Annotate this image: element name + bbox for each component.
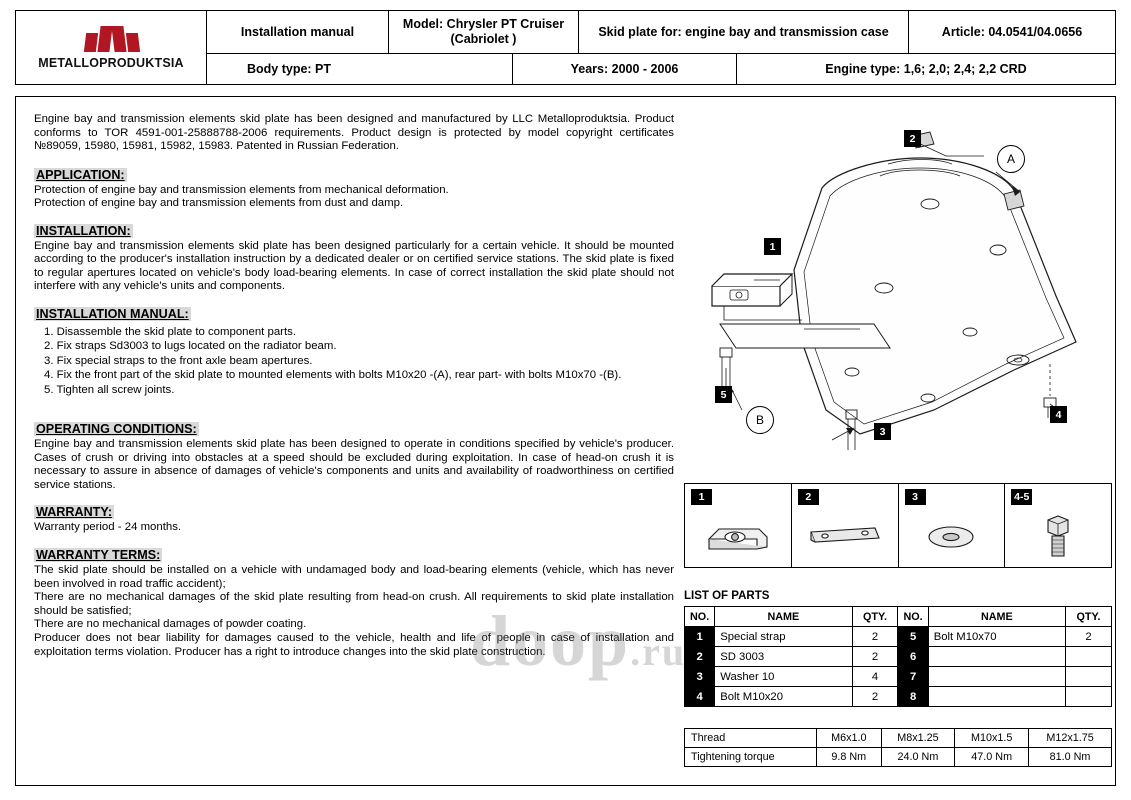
sd3003-strap-icon xyxy=(792,510,898,563)
row-name: SD 3003 xyxy=(715,647,852,667)
row-qty: 2 xyxy=(852,647,898,667)
operating-conditions-title: OPERATING CONDITIONS: xyxy=(36,422,197,436)
row-name xyxy=(928,667,1065,687)
application-title: APPLICATION: xyxy=(36,167,125,182)
torque-value-row xyxy=(685,748,1112,767)
header-name-left: NAME xyxy=(715,607,852,627)
row-no: 6 xyxy=(898,647,928,667)
row-no: 8 xyxy=(898,687,928,707)
parts-icon-strip xyxy=(684,483,1112,568)
part-cell-1 xyxy=(685,484,792,567)
table-header-row xyxy=(685,607,1112,627)
row-qty: 4 xyxy=(852,667,898,687)
letter-label-a: A xyxy=(997,145,1025,173)
doc-title: Installation manual xyxy=(207,11,389,53)
warranty-terms-2: There are no mechanical damages of the skid plate resulting from head-on crush. All requirements to skid plate installation should be satisfied; xyxy=(34,591,674,617)
part-tag-3: 3 xyxy=(905,489,926,505)
header-no-left: NO. xyxy=(685,607,715,627)
intro-paragraph: Engine bay and transmission elements skid plate has been designed and manufactured by LLC Metalloproduktsia. Product conforms to TOR 4591-001-25888788-2006 requirements. Product design is protected by model copyright certificates №89059, 15980, 15981, 15982, 15983. Patented in Russian Federation. xyxy=(34,113,674,153)
tightening-torque-table xyxy=(684,728,1112,767)
row-qty xyxy=(1066,667,1112,687)
installation-text: Engine bay and transmission elements skid plate has been designed particularly for a certain vehicle. It should be mounted according to the producer's installation instruction by a dedicated dealer or on certified service stations. The skid plate is fixed to regular apertures located on vehicle's body load-bearing elements. In case of correct installation the skid plate should not interfere with any vehicle's units and components. xyxy=(34,239,674,293)
row-qty: 2 xyxy=(852,627,898,647)
operating-conditions-text: Engine bay and transmission elements skid plate has been designed to operate in conditions specified by vehicle's producer. Cases of crush or driving into obstacles at a speed should be excluded during exploitation. In case of head-on crush it is necessary to assure in absence of damages of vehicle's components and units and availability of roadworthiness on certified service stations. xyxy=(34,438,674,491)
row-name: Bolt M10x20 xyxy=(715,687,852,707)
row-no: 3 xyxy=(685,667,715,687)
row-no: 7 xyxy=(898,667,928,687)
step-2: 2. Fix straps Sd3003 to lugs located on the radiator beam. xyxy=(44,340,337,353)
warranty-title: WARRANTY: xyxy=(36,505,113,520)
part-tag-1: 1 xyxy=(691,489,712,505)
callout-3: 3 xyxy=(874,423,891,440)
document-header xyxy=(15,10,1116,85)
letter-label-b: B xyxy=(746,406,774,434)
part-tag-2: 2 xyxy=(798,489,819,505)
table-row xyxy=(685,627,1112,647)
thread-m6: M6x1.0 xyxy=(817,729,882,748)
engine-type-label: Engine type: 1,6; 2,0; 2,4; 2,2 CRD xyxy=(825,61,1027,76)
thread-m10: M10x1.5 xyxy=(955,729,1029,748)
watermark-main: doop xyxy=(470,601,631,681)
metalloproduktsia-logo-icon xyxy=(85,26,137,52)
skid-plate-label: Skid plate for: engine bay and transmission case xyxy=(579,11,909,53)
step-5: 5. Tighten all screw joints. xyxy=(44,383,175,396)
row-no: 5 xyxy=(898,627,928,647)
part-tag-4-5: 4-5 xyxy=(1011,489,1032,505)
step-4: 4. Fix the front part of the skid plate to mounted elements with bolts M10x20 -(A), rear part- with bolts M10x70 -(B). xyxy=(44,369,622,382)
text-column xyxy=(34,113,674,659)
model-cell xyxy=(389,11,579,53)
header-row-bottom xyxy=(207,54,1115,84)
header-no-right: NO. xyxy=(898,607,928,627)
installation-title: INSTALLATION: xyxy=(36,223,131,238)
application-line-1: Protection of engine bay and transmission elements from mechanical deformation. xyxy=(34,183,449,196)
torque-label: Tightening torque xyxy=(685,748,817,767)
brand-logo xyxy=(16,11,207,84)
callout-5: 5 xyxy=(715,386,732,403)
row-qty: 2 xyxy=(1066,627,1112,647)
years-label: Years: 2000 - 2006 xyxy=(513,54,737,84)
row-no: 2 xyxy=(685,647,715,667)
step-1: 1. Disassemble the skid plate to component parts. xyxy=(44,325,296,338)
header-row-top xyxy=(207,11,1115,54)
thread-m12: M12x1.75 xyxy=(1029,729,1112,748)
callout-4: 4 xyxy=(1050,406,1067,423)
torque-m12: 81.0 Nm xyxy=(1029,748,1112,767)
row-no: 4 xyxy=(685,687,715,707)
warranty-terms-3: There are no mechanical damages of powder coating. xyxy=(34,618,307,631)
header-name-right: NAME xyxy=(928,607,1065,627)
warranty-text: Warranty period - 24 months. xyxy=(34,521,182,534)
list-of-parts-table xyxy=(684,606,1112,707)
warranty-terms-4: Producer does not bear liability for damages caused to the vehicle, health and life of people in case of installation and exploitation terms violation. Producer has a right to introduce changes into the skid plate construction. xyxy=(34,631,674,658)
row-name: Bolt M10x70 xyxy=(928,627,1065,647)
callout-1: 1 xyxy=(764,238,781,255)
torque-m6: 9.8 Nm xyxy=(817,748,882,767)
model-label: Model: Chrysler PT Cruiser xyxy=(402,17,565,31)
part-cell-3 xyxy=(899,484,1006,567)
installation-manual-title: INSTALLATION MANUAL: xyxy=(36,306,189,321)
warranty-terms-1: The skid plate should be installed on a vehicle with undamaged body and load-bearing elements (vehicle, which has never been involved in road traffic accident); xyxy=(34,563,674,590)
part-cell-4-5 xyxy=(1005,484,1111,567)
header-qty-right: QTY. xyxy=(1066,607,1112,627)
row-no: 1 xyxy=(685,627,715,647)
watermark-suffix: .ru xyxy=(630,629,687,674)
table-row xyxy=(685,647,1112,667)
callout-2: 2 xyxy=(904,130,921,147)
article-label: Article: 04.0541/04.0656 xyxy=(941,24,1083,39)
part-cell-2 xyxy=(792,484,899,567)
torque-thread-row xyxy=(685,729,1112,748)
washer-icon xyxy=(899,510,1005,563)
bolt-icon xyxy=(1005,510,1111,563)
row-qty xyxy=(1066,647,1112,667)
installation-steps xyxy=(34,325,674,397)
torque-m8: 24.0 Nm xyxy=(881,748,955,767)
row-name xyxy=(928,647,1065,667)
table-row xyxy=(685,667,1112,687)
step-3: 3. Fix special straps to the front axle beam apertures. xyxy=(44,354,313,367)
header-qty-left: QTY. xyxy=(852,607,898,627)
table-row xyxy=(685,687,1112,707)
skid-plate-drawing xyxy=(684,110,1112,470)
warranty-terms-title: WARRANTY TERMS: xyxy=(36,547,161,562)
body-type-label: Body type: PT xyxy=(207,54,513,84)
special-strap-icon xyxy=(685,510,791,563)
list-of-parts-title: LIST OF PARTS xyxy=(684,590,770,602)
row-name: Washer 10 xyxy=(715,667,852,687)
row-name: Special strap xyxy=(715,627,852,647)
torque-m10: 47.0 Nm xyxy=(955,748,1029,767)
row-name xyxy=(928,687,1065,707)
brand-name: METALLOPRODUKTSIA xyxy=(38,55,184,70)
thread-label: Thread xyxy=(685,729,817,748)
model-sub: (Cabriolet ) xyxy=(450,32,517,46)
row-qty: 2 xyxy=(852,687,898,707)
application-line-2: Protection of engine bay and transmission elements from dust and damp. xyxy=(34,197,404,210)
row-qty xyxy=(1066,687,1112,707)
thread-m8: M8x1.25 xyxy=(881,729,955,748)
